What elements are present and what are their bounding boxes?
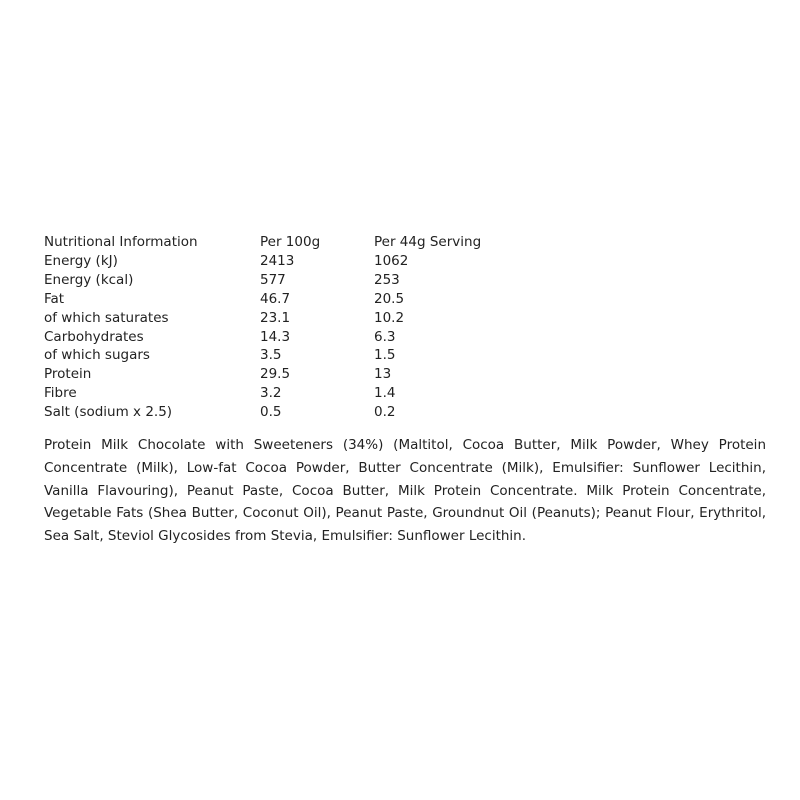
nutrient-name: Fat	[44, 290, 65, 307]
nutrient-name: of which sugars	[44, 347, 150, 364]
nutrition-row	[44, 384, 524, 403]
ingredients-paragraph: Protein Milk Chocolate with Sweeteners (34%) (Maltitol, Cocoa Butter, Milk Powder, Whey Protein Concentrate (Milk), Low-fat Cocoa Powder, Butter Concentrate (Milk), Emulsifier: Sunflower Lecithin, Vanilla Flavouring), Peanut Paste, Cocoa Butter, Milk Protein Concentrate. Milk Protein Concentrate, Vegetable Fats (Shea Butter, Coconut Oil), Peanut Paste, Groundnut Oil (Peanuts); Peanut Flour, Erythritol, Sea Salt, Steviol Glycosides from Stevia, Emulsifier: Sunflower Lecithin.	[44, 437, 766, 545]
nutrient-per-100g: 46.7	[260, 290, 291, 307]
nutrient-per-100g: 29.5	[260, 366, 291, 383]
nutrition-header-row	[44, 233, 524, 252]
nutrient-name: Energy (kcal)	[44, 271, 134, 288]
nutrient-name: Carbohydrates	[44, 328, 144, 345]
nutrient-per-serving: 0.2	[374, 404, 396, 421]
nutrient-name: Energy (kJ)	[44, 252, 118, 269]
nutrient-per-100g: 0.5	[260, 404, 282, 421]
nutrient-per-serving: 20.5	[374, 290, 405, 307]
header-nutritional-information: Nutritional Information	[44, 234, 198, 250]
nutrient-per-serving: 253	[374, 271, 400, 288]
nutrient-per-100g: 3.5	[260, 347, 282, 364]
nutrient-per-serving: 6.3	[374, 328, 396, 345]
nutrient-name: of which saturates	[44, 309, 169, 326]
nutrition-row	[44, 271, 524, 290]
nutrient-name: Fibre	[44, 385, 77, 402]
header-per-serving: Per 44g Serving	[374, 234, 482, 250]
nutrition-table	[44, 233, 524, 422]
nutrient-per-100g: 2413	[260, 252, 295, 269]
header-per-100g: Per 100g	[260, 234, 321, 250]
nutrient-name: Salt (sodium x 2.5)	[44, 404, 173, 421]
nutrient-per-100g: 3.2	[260, 385, 282, 402]
nutrient-per-serving: 10.2	[374, 309, 405, 326]
nutrition-row	[44, 290, 524, 309]
nutrition-row	[44, 309, 524, 328]
nutrition-row	[44, 346, 524, 365]
nutrient-per-100g: 23.1	[260, 309, 291, 326]
nutrition-row	[44, 328, 524, 347]
nutrition-row	[44, 252, 524, 271]
nutrient-per-serving: 1062	[374, 252, 409, 269]
nutrient-per-serving: 1.5	[374, 347, 396, 364]
nutrition-row	[44, 403, 524, 422]
nutrient-per-serving: 13	[374, 366, 392, 383]
nutrient-name: Protein	[44, 366, 92, 383]
nutrient-per-100g: 14.3	[260, 328, 291, 345]
nutrient-per-100g: 577	[260, 271, 286, 288]
nutrient-per-serving: 1.4	[374, 385, 396, 402]
nutrition-row	[44, 365, 524, 384]
